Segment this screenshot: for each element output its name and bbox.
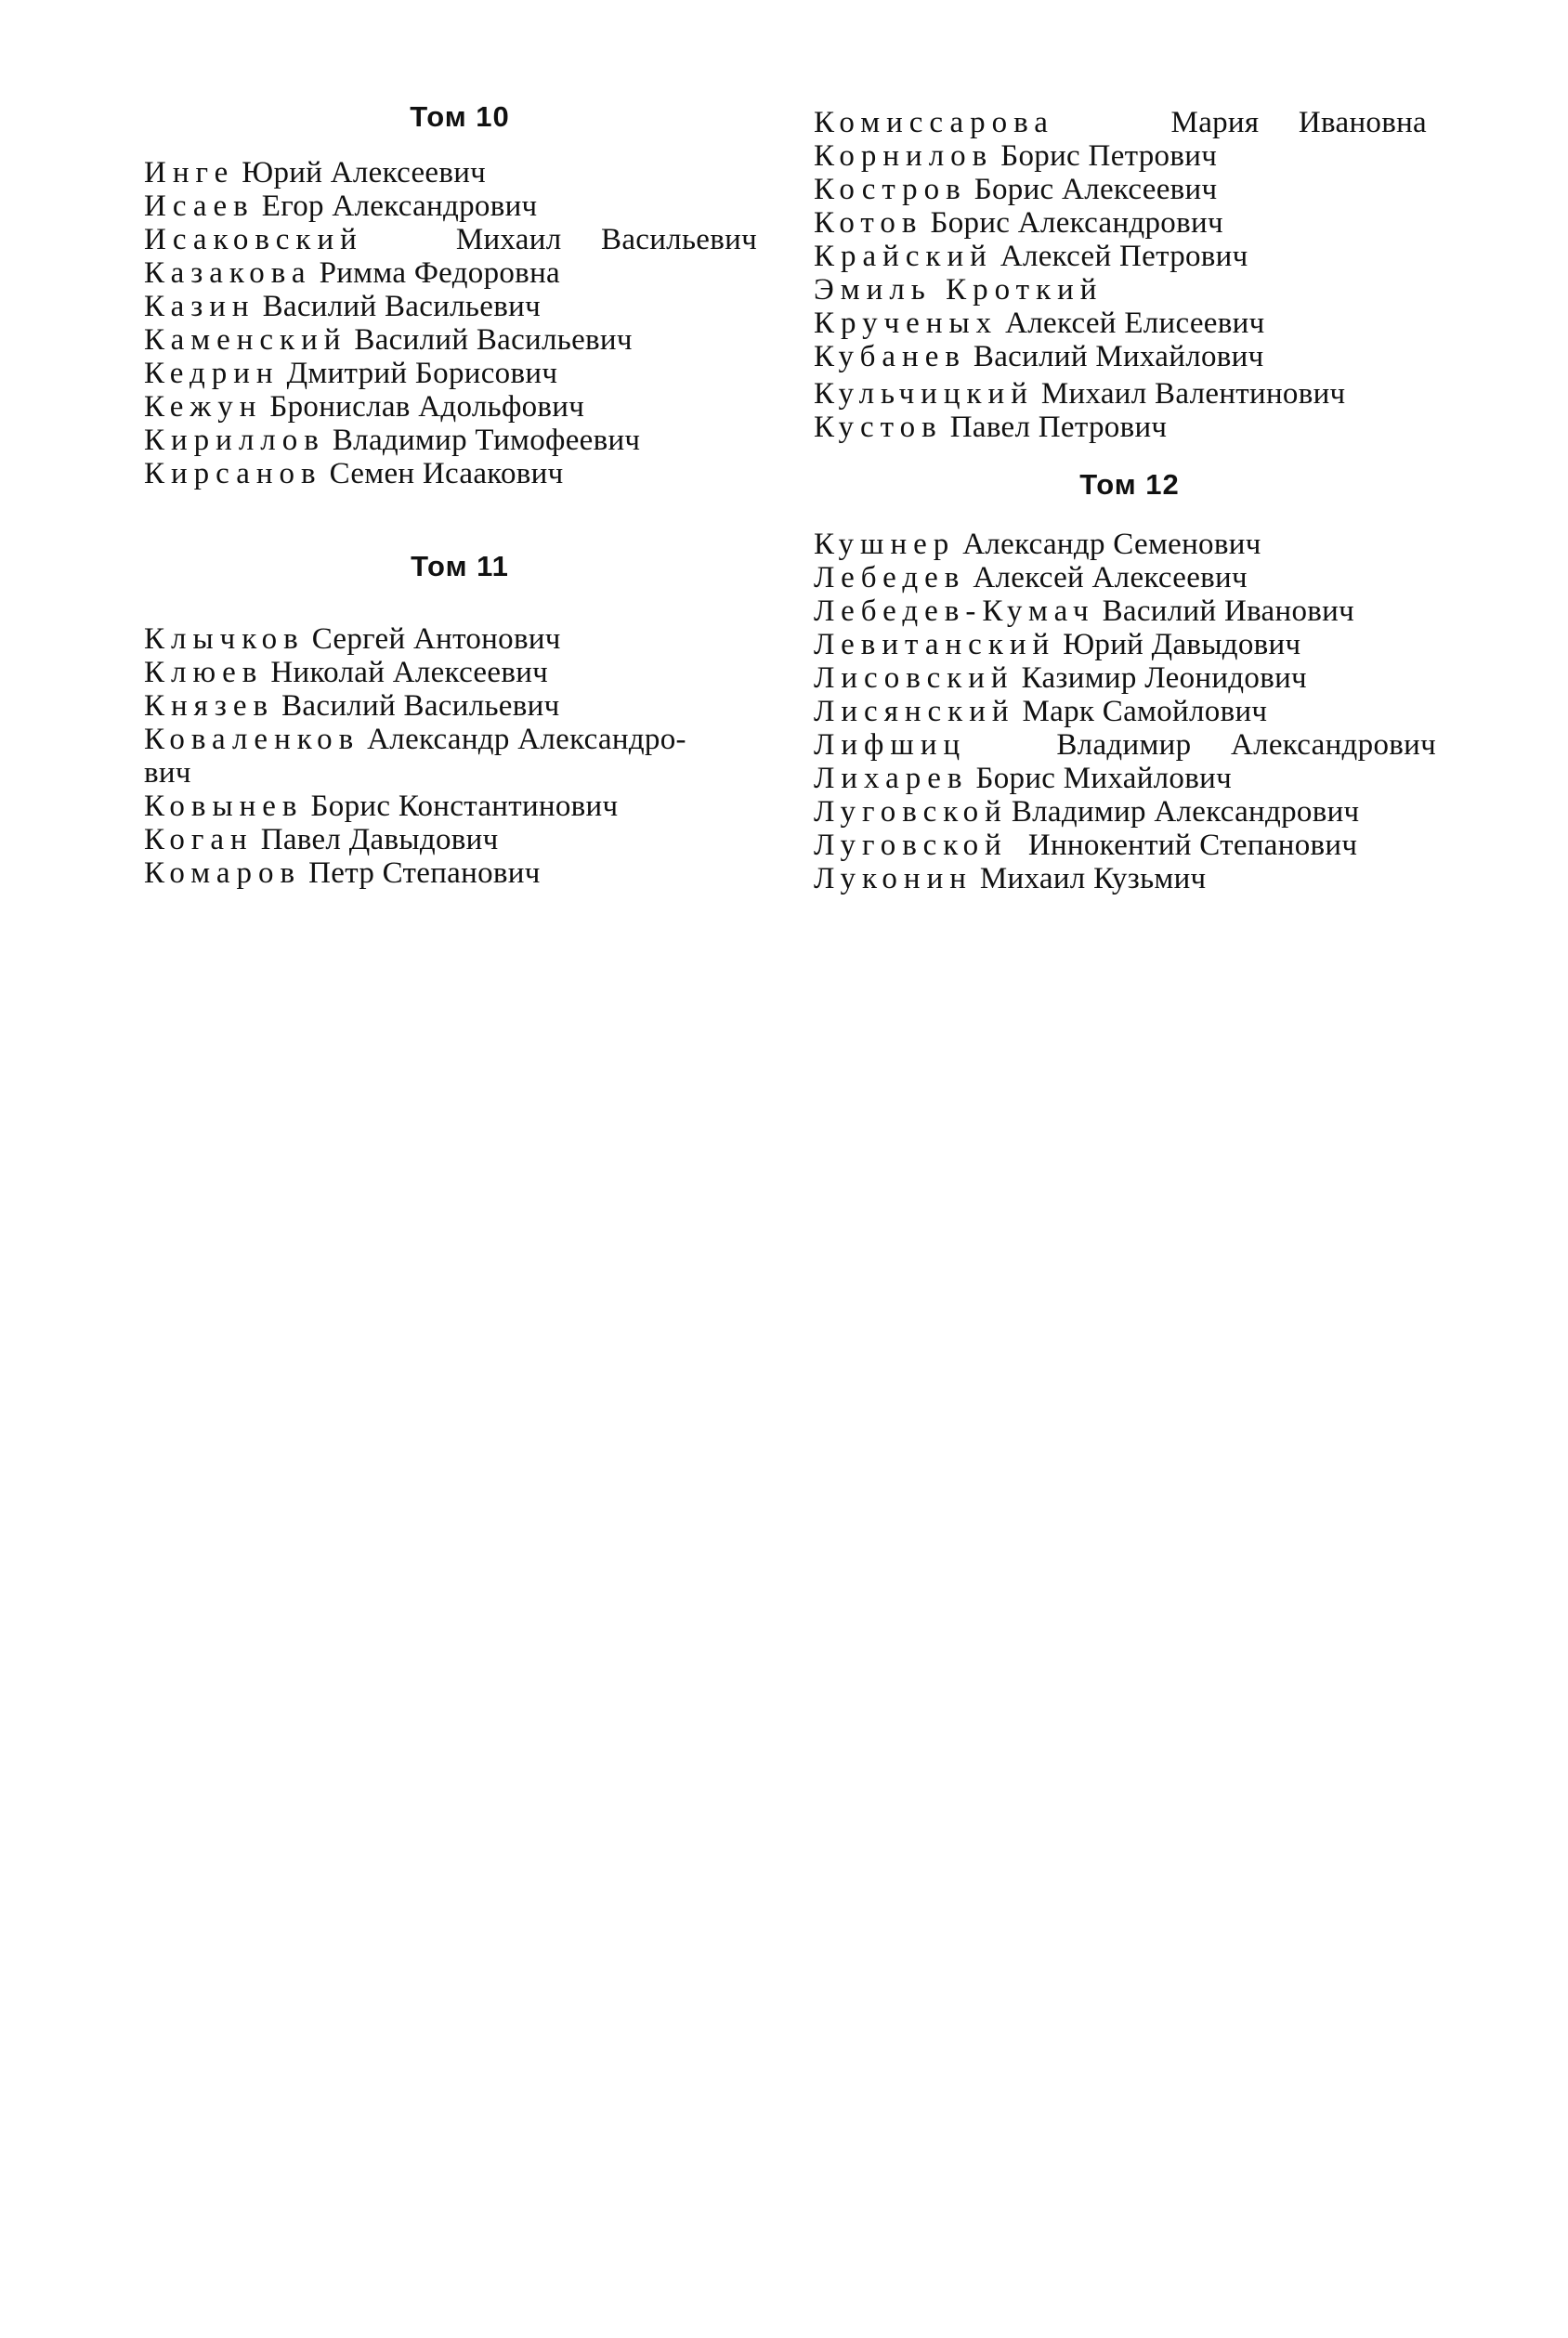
surname: Котов [814, 206, 923, 240]
list-item [814, 862, 1436, 895]
list-item [144, 189, 757, 223]
given-name: Михаил Валентинович [1040, 377, 1346, 411]
list-item [144, 156, 757, 189]
list-item [144, 256, 757, 290]
given-name: Павел Петрович [949, 411, 1168, 444]
surname: Кириллов [144, 424, 325, 457]
list-item [814, 240, 1427, 273]
surname: Лифшиц [814, 728, 967, 762]
list-item [814, 340, 1427, 373]
surname: Лебедев-Кумач [814, 594, 1095, 628]
given-name: Мария Ивановна [1170, 106, 1427, 139]
surname: Эмиль Кроткий [814, 273, 1104, 307]
name-list [144, 622, 686, 890]
surname: Коган [144, 823, 254, 856]
given-name: Казимир Леонидович [1021, 661, 1307, 695]
surname: Коваленков [144, 723, 360, 756]
given-name: Борис Александрович [930, 206, 1223, 240]
given-name-continuation: вич [144, 756, 191, 790]
given-name: Борис Константинович [310, 790, 619, 823]
given-name: Александр Александро- [367, 723, 686, 756]
list-item [814, 206, 1427, 240]
list-item [814, 528, 1436, 561]
given-name: Николай Алексеевич [270, 656, 549, 689]
list-item [144, 823, 686, 856]
list-item [814, 728, 1436, 762]
surname: Крайский [814, 240, 993, 273]
list-item [144, 622, 686, 656]
given-name: Михаил Васильевич [455, 223, 757, 256]
list-item [814, 594, 1436, 628]
given-name: Владимир Тимофеевич [332, 424, 641, 457]
list-item [814, 661, 1436, 695]
surname: Лихарев [814, 762, 969, 795]
list-item [144, 689, 686, 723]
surname: Луговской [814, 795, 1008, 829]
surname: Лебедев [814, 561, 966, 594]
list-item [814, 561, 1436, 594]
surname: Луговской [814, 829, 1008, 862]
surname: Кульчицкий [814, 377, 1034, 411]
list-item [144, 457, 757, 490]
surname: Лисовский [814, 661, 1014, 695]
given-name: Петр Степанович [308, 856, 541, 890]
list-item [814, 795, 1436, 829]
surname: Казин [144, 290, 255, 323]
surname: Крученых [814, 307, 999, 340]
given-name: Василий Васильевич [262, 290, 541, 323]
given-name: Алексей Алексеевич [973, 561, 1248, 594]
given-name: Борис Михайлович [975, 762, 1232, 795]
list-item [814, 273, 1427, 307]
name-list [144, 156, 757, 490]
list-item [814, 173, 1427, 206]
surname: Левитанский [814, 628, 1056, 661]
given-name: Егор Александрович [261, 189, 538, 223]
given-name: Алексей Елисеевич [1005, 307, 1265, 340]
list-item [144, 656, 686, 689]
list-item [144, 357, 757, 390]
list-item [814, 139, 1427, 173]
surname: Луконин [814, 862, 973, 895]
list-item [814, 307, 1427, 340]
surname: Комиссарова [814, 106, 1054, 139]
list-item [144, 323, 757, 357]
given-name: Алексей Петрович [1000, 240, 1248, 273]
given-name: Семен Исаакович [329, 457, 564, 490]
list-item [814, 762, 1436, 795]
volume-heading: Том 12 [1079, 468, 1180, 501]
list-item [814, 411, 1427, 444]
given-name: Михаил Кузьмич [979, 862, 1207, 895]
surname: Костров [814, 173, 967, 206]
volume-heading: Том 10 [410, 100, 510, 133]
list-item [144, 856, 686, 890]
given-name: Павел Давыдович [260, 823, 499, 856]
given-name: Бронислав Адольфович [269, 390, 585, 424]
surname: Инге [144, 156, 235, 189]
given-name: Александр Семенович [962, 528, 1261, 561]
name-list [814, 106, 1427, 444]
surname: Исаковский [144, 223, 363, 256]
surname: Каменский [144, 323, 347, 357]
list-item [144, 223, 757, 256]
list-item [814, 628, 1436, 661]
list-item [814, 106, 1427, 139]
surname: Кедрин [144, 357, 280, 390]
given-name: Василий Васильевич [354, 323, 633, 357]
surname: Кирсанов [144, 457, 322, 490]
surname: Комаров [144, 856, 302, 890]
given-name: Дмитрий Борисович [286, 357, 558, 390]
surname: Кубанев [814, 340, 966, 373]
given-name: Владимир Александрович [1056, 728, 1436, 762]
list-item [814, 829, 1436, 862]
surname: Исаев [144, 189, 255, 223]
surname: Кустов [814, 411, 943, 444]
surname: Казакова [144, 256, 312, 290]
list-item [814, 377, 1427, 411]
given-name: Владимир Александрович [1011, 795, 1360, 829]
given-name: Борис Петрович [1000, 139, 1218, 173]
surname: Кежун [144, 390, 263, 424]
surname: Лисянский [814, 695, 1015, 728]
name-list [814, 528, 1436, 895]
given-name: Иннокентий Степанович [1027, 829, 1358, 862]
given-name: Борис Алексеевич [973, 173, 1218, 206]
given-name: Василий Васильевич [281, 689, 560, 723]
surname: Князев [144, 689, 275, 723]
surname: Кушнер [814, 528, 956, 561]
volume-heading: Том 11 [411, 550, 509, 582]
surname: Клычков [144, 622, 305, 656]
given-name: Марк Самойлович [1022, 695, 1268, 728]
surname: Ковынев [144, 790, 304, 823]
list-item [144, 723, 686, 790]
list-item [144, 790, 686, 823]
given-name: Василий Михайлович [973, 340, 1264, 373]
list-item [144, 290, 757, 323]
given-name: Сергей Антонович [311, 622, 561, 656]
list-item [144, 390, 757, 424]
list-item [814, 695, 1436, 728]
list-item [144, 424, 757, 457]
given-name: Юрий Давыдович [1063, 628, 1301, 661]
given-name: Римма Федоровна [319, 256, 560, 290]
given-name: Василий Иванович [1102, 594, 1354, 628]
given-name: Юрий Алексеевич [242, 156, 487, 189]
surname: Корнилов [814, 139, 994, 173]
surname: Клюев [144, 656, 264, 689]
